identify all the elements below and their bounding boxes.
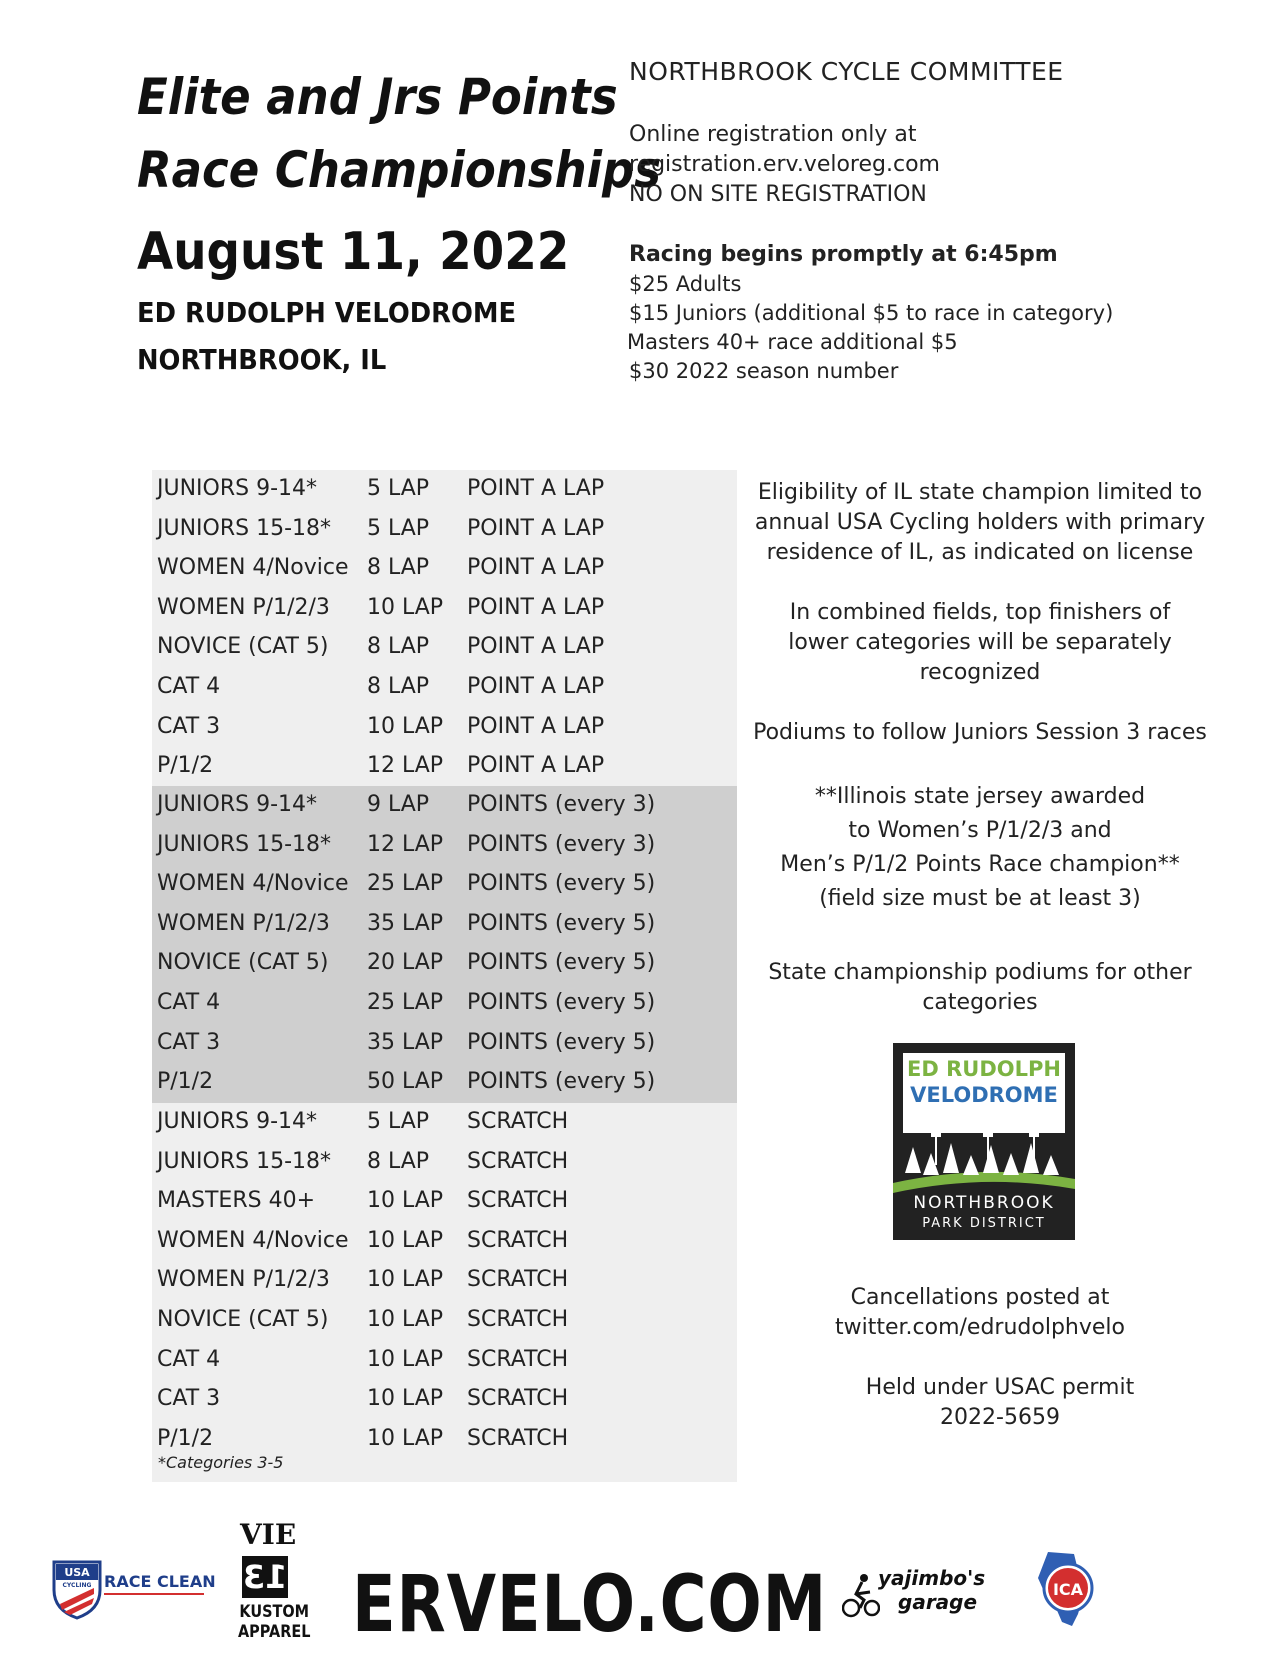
event-title-line2: Race Championships [137, 141, 662, 199]
garage-text: garage [898, 1590, 978, 1614]
race-category: WOMEN 4/Novice [157, 1227, 349, 1253]
race-category: NOVICE (CAT 5) [157, 950, 329, 976]
fee-juniors: $15 Juniors (additional $5 to race in category) [629, 301, 1114, 325]
state-podiums-line: categories [922, 990, 1038, 1015]
race-distance: 10 LAP [367, 713, 444, 739]
race-distance: 5 LAP [367, 515, 430, 541]
kustom-text: KUSTOM [239, 1602, 310, 1622]
schedule-row [152, 826, 737, 866]
schedule-row [152, 628, 737, 668]
organizer: NORTHBROOK CYCLE COMMITTEE [629, 57, 1064, 86]
ed-rudolph-velodrome-logo [893, 1043, 1075, 1240]
eligibility-line: residence of IL, as indicated on license [766, 540, 1194, 565]
schedule-row [152, 668, 737, 708]
schedule-row [152, 865, 737, 905]
race-format: POINT A LAP [467, 634, 605, 660]
race-category: MASTERS 40+ [157, 1188, 316, 1214]
race-distance: 8 LAP [367, 634, 430, 660]
race-format: SCRATCH [467, 1188, 569, 1214]
ica-text: ICA [1052, 1580, 1084, 1599]
combined-fields-note [740, 598, 1220, 688]
usa-badge-text: USA [64, 1566, 90, 1579]
eligibility-line: annual USA Cycling holders with primary [754, 510, 1206, 535]
schedule-row [152, 984, 737, 1024]
permit-number: 2022-5659 [940, 1405, 1060, 1430]
schedule-row [152, 1380, 737, 1420]
cancellations-note [740, 1283, 1220, 1343]
race-distance: 10 LAP [367, 1346, 444, 1372]
race-category: CAT 4 [157, 990, 221, 1015]
schedule-row [152, 589, 737, 629]
race-distance: 9 LAP [367, 792, 430, 817]
race-distance: 25 LAP [367, 990, 444, 1015]
race-format: POINTS (every 3) [467, 831, 656, 857]
race-format: POINTS (every 3) [467, 792, 656, 817]
race-format: SCRATCH [467, 1267, 569, 1293]
race-distance: 8 LAP [367, 674, 430, 699]
yajimbos-text: yajimbo's [878, 1566, 986, 1590]
race-format: POINTS (every 5) [467, 871, 656, 897]
race-category: CAT 3 [157, 713, 221, 739]
schedule-row [152, 1222, 737, 1262]
cyclist-icon [842, 1572, 880, 1618]
event-title-line1: Elite and Jrs Points [137, 68, 618, 126]
schedule-row [152, 708, 737, 748]
kustom-apparel-logo [238, 1602, 310, 1642]
usa-badge-subtext: CYCLING [62, 1582, 92, 1589]
race-format: POINTS (every 5) [467, 1069, 656, 1095]
race-format: SCRATCH [467, 1307, 569, 1332]
race-format: POINT A LAP [467, 476, 605, 501]
fee-masters: Masters 40+ race additional $5 [627, 330, 958, 354]
schedule-row [152, 944, 737, 984]
race-format: POINTS (every 5) [467, 910, 656, 936]
race-category: WOMEN P/1/2/3 [157, 594, 330, 620]
schedule-row [152, 470, 737, 510]
schedule-row [152, 1024, 737, 1064]
race-distance: 10 LAP [367, 1227, 444, 1253]
state-podiums-note [740, 958, 1220, 1018]
race-category: P/1/2 [157, 1425, 214, 1451]
race-category: CAT 3 [157, 1029, 221, 1055]
race-distance: 5 LAP [367, 1109, 430, 1134]
race-category: WOMEN 4/Novice [157, 555, 349, 581]
schedule-row [152, 1063, 737, 1103]
race-distance: 12 LAP [367, 753, 444, 779]
ervelo-website[interactable]: ERVELO.COM [352, 1560, 828, 1650]
apparel-text: APPAREL [238, 1622, 311, 1642]
vie-13-mark: 13 [242, 1558, 288, 1596]
race-distance: 20 LAP [367, 950, 444, 976]
race-format: POINTS (every 5) [467, 950, 656, 976]
race-schedule-table [152, 470, 737, 1482]
combined-line: In combined fields, top finishers of [789, 600, 1171, 625]
race-format: POINT A LAP [467, 594, 605, 620]
logo-text-ed-rudolph: ED RUDOLPH [907, 1057, 1061, 1081]
race-format: POINT A LAP [467, 674, 605, 699]
logo-text-velodrome: VELODROME [910, 1083, 1058, 1107]
eligibility-line: Eligibility of IL state champion limited to [757, 480, 1203, 505]
schedule-row [152, 1143, 737, 1183]
race-distance: 35 LAP [367, 910, 444, 936]
venue-location: NORTHBROOK, IL [137, 343, 387, 376]
race-distance: 10 LAP [367, 1307, 444, 1332]
race-category: JUNIORS 15-18* [157, 831, 332, 857]
race-clean-logo: RACE CLEAN [104, 1572, 216, 1591]
race-category: P/1/2 [157, 1069, 214, 1095]
logo-title-panel [903, 1053, 1065, 1133]
race-category: CAT 4 [157, 1346, 221, 1372]
race-category: CAT 3 [157, 1386, 221, 1412]
usa-cycling-shield-icon [52, 1560, 102, 1620]
race-format: SCRATCH [467, 1227, 569, 1253]
race-category: WOMEN 4/Novice [157, 871, 349, 897]
race-category: JUNIORS 9-14* [157, 476, 318, 501]
race-distance: 10 LAP [367, 1425, 444, 1451]
race-format: SCRATCH [467, 1346, 569, 1372]
state-podiums-line: State championship podiums for other [768, 960, 1192, 985]
race-category: P/1/2 [157, 753, 214, 779]
race-format: SCRATCH [467, 1148, 569, 1174]
race-distance: 8 LAP [367, 1148, 430, 1174]
podiums-note [740, 718, 1220, 748]
jersey-line: Men’s P/1/2 Points Race champion** [780, 852, 1180, 877]
race-distance: 12 LAP [367, 831, 444, 857]
race-format: SCRATCH [467, 1109, 569, 1134]
categories-footnote: *Categories 3-5 [158, 1453, 284, 1472]
race-distance: 8 LAP [367, 555, 430, 581]
schedule-row [152, 1301, 737, 1341]
schedule-row [152, 510, 737, 550]
schedule-row [152, 1261, 737, 1301]
race-category: WOMEN P/1/2/3 [157, 910, 330, 936]
schedule-row [152, 786, 737, 826]
combined-line: recognized [919, 660, 1041, 685]
state-jersey-note [740, 780, 1220, 916]
start-time: Racing begins promptly at 6:45pm [629, 242, 1058, 267]
race-category: JUNIORS 15-18* [157, 1148, 332, 1174]
schedule-row [152, 1341, 737, 1381]
tree-line-icon [893, 1133, 1075, 1193]
race-category: NOVICE (CAT 5) [157, 1307, 329, 1332]
registration-url: registration.erv.veloreg.com [629, 152, 940, 177]
logo-text-northbrook: NORTHBROOK [913, 1193, 1055, 1213]
race-distance: 10 LAP [367, 594, 444, 620]
event-date: August 11, 2022 [137, 222, 570, 282]
race-category: NOVICE (CAT 5) [157, 634, 329, 660]
race-distance: 10 LAP [367, 1267, 444, 1293]
podiums-line: Podiums to follow Juniors Session 3 races [753, 720, 1207, 745]
vie-logo-text: VIE [240, 1518, 297, 1551]
race-category: JUNIORS 15-18* [157, 515, 332, 541]
schedule-row [152, 747, 737, 787]
permit-line: Held under USAC permit [865, 1375, 1135, 1400]
race-clean-underline [104, 1593, 204, 1595]
race-format: POINT A LAP [467, 713, 605, 739]
logo-text-park-district: PARK DISTRICT [922, 1216, 1046, 1231]
race-format: POINTS (every 5) [467, 1029, 656, 1055]
fee-season: $30 2022 season number [629, 359, 899, 383]
race-format: POINTS (every 5) [467, 990, 656, 1015]
race-format: POINT A LAP [467, 555, 605, 581]
schedule-row [152, 1182, 737, 1222]
fee-adults: $25 Adults [629, 272, 742, 296]
schedule-row [152, 1103, 737, 1143]
race-format: POINT A LAP [467, 515, 605, 541]
race-format: POINT A LAP [467, 753, 605, 779]
permit-note [760, 1373, 1240, 1433]
race-category: CAT 4 [157, 674, 221, 699]
race-distance: 25 LAP [367, 871, 444, 897]
race-distance: 50 LAP [367, 1069, 444, 1095]
race-category: JUNIORS 9-14* [157, 1109, 318, 1134]
no-onsite-registration: NO ON SITE REGISTRATION [629, 182, 927, 207]
yajimbos-garage-logo [878, 1566, 985, 1614]
race-distance: 10 LAP [367, 1386, 444, 1412]
race-format: SCRATCH [467, 1425, 569, 1451]
race-category: WOMEN P/1/2/3 [157, 1267, 330, 1293]
cancellations-link[interactable]: twitter.com/edrudolphvelo [835, 1315, 1125, 1340]
race-format: SCRATCH [467, 1386, 569, 1412]
race-distance: 35 LAP [367, 1029, 444, 1055]
illinois-cycling-association-icon [1028, 1550, 1102, 1628]
schedule-row [152, 905, 737, 945]
cancellations-line: Cancellations posted at [850, 1285, 1110, 1310]
combined-line: lower categories will be separately [788, 630, 1172, 655]
eligibility-note [740, 478, 1220, 568]
venue-name: ED RUDOLPH VELODROME [137, 296, 517, 329]
jersey-line: **Illinois state jersey awarded [814, 784, 1146, 809]
race-distance: 5 LAP [367, 476, 430, 501]
jersey-line: to Women’s P/1/2/3 and [848, 818, 1112, 843]
race-category: JUNIORS 9-14* [157, 792, 318, 817]
schedule-row [152, 549, 737, 589]
jersey-line: (field size must be at least 3) [819, 886, 1141, 911]
race-distance: 10 LAP [367, 1188, 444, 1214]
registration-line1: Online registration only at [629, 122, 917, 147]
